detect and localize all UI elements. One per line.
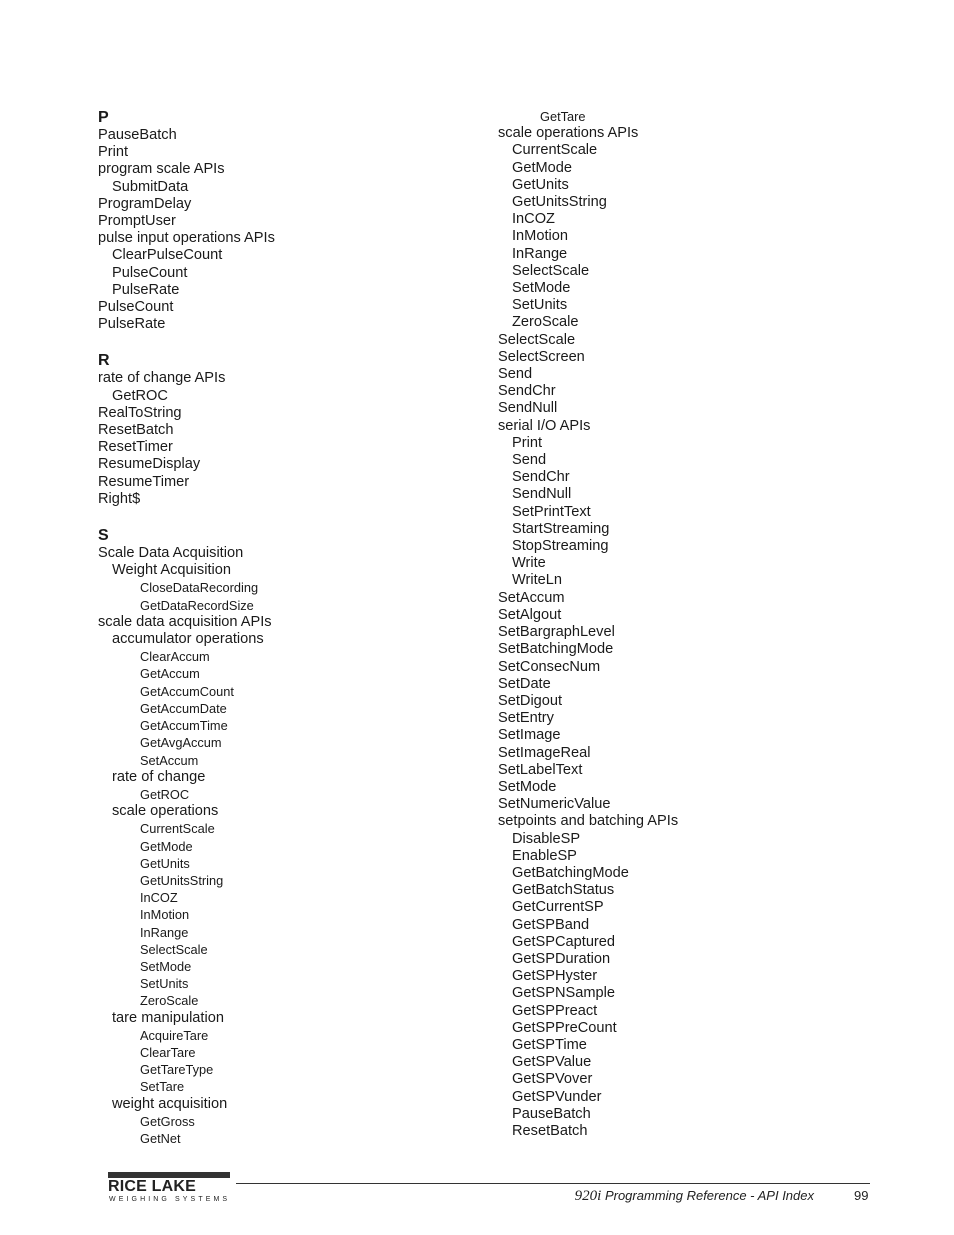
footer-model: 920i (574, 1188, 602, 1204)
index-entry-level-0: SetImage (498, 727, 561, 744)
index-entry-level-1: accumulator operations (112, 631, 264, 648)
index-entry-level-1: SetMode (512, 280, 571, 297)
index-entry-level-0: Send (498, 366, 533, 383)
index-entry-level-2: GetAccum (140, 666, 200, 682)
index-entry-level-0: SetConsecNum (498, 658, 601, 675)
index-entry-level-2: GetROC (140, 786, 190, 802)
index-entry-level-1: GetBatchingMode (512, 864, 629, 881)
index-entry-level-2: InMotion (140, 907, 190, 923)
index-entry-level-0: Scale Data Acquisition (98, 545, 244, 562)
index-entry-level-1: SendChr (512, 469, 570, 486)
index-column-right (498, 108, 898, 1140)
index-entry-level-1: GetMode (512, 159, 573, 176)
index-entry-level-1: GetSPTime (512, 1036, 587, 1053)
index-entry-level-1: GetUnits (512, 176, 569, 193)
index-entry-level-1: GetCurrentSP (512, 899, 604, 916)
index-entry-level-0: ProgramDelay (98, 195, 192, 212)
index-entry-level-1: SetUnits (512, 297, 568, 314)
index-entry-level-1: PulseRate (112, 281, 180, 298)
index-entry-level-0: PulseRate (98, 316, 166, 333)
index-entry-level-1: InMotion (512, 228, 568, 245)
logo-sub-text: WEIGHING SYSTEMS (109, 1196, 231, 1203)
index-entry-level-0: ResumeDisplay (98, 456, 201, 473)
index-entry-level-2: GetAvgAccum (140, 735, 222, 751)
section-letter: S (98, 527, 109, 545)
index-entry-level-0: rate of change APIs (98, 370, 226, 387)
index-entry-level-1: Write (512, 555, 546, 572)
rice-lake-logo (108, 1172, 232, 1206)
index-entry-level-2: GetUnitsString (140, 872, 224, 888)
index-entry-level-0: SendChr (498, 383, 556, 400)
index-entry-level-1: GetSPVover (512, 1071, 593, 1088)
index-entry-level-2: GetAccumTime (140, 718, 228, 734)
index-entry-level-1: ClearPulseCount (112, 247, 223, 264)
index-entry-level-0: SetBatchingMode (498, 641, 614, 658)
index-entry-level-2: InCOZ (140, 890, 178, 906)
index-entry-level-2: GetGross (140, 1113, 195, 1129)
index-column-left (98, 108, 498, 1147)
index-entry-level-0: SetNumericValue (498, 796, 611, 813)
index-entry-level-2: SetAccum (140, 752, 199, 768)
index-entry-level-1: SendNull (512, 486, 572, 503)
index-entry-level-0: SetMode (498, 778, 557, 795)
index-entry-level-2: GetDataRecordSize (140, 597, 254, 613)
index-entry-level-0: scale data acquisition APIs (98, 613, 272, 630)
index-entry-level-2: GetUnits (140, 855, 190, 871)
index-entry-level-1: GetSPNSample (512, 985, 616, 1002)
index-entry-level-1: GetSPPreact (512, 1002, 598, 1019)
index-entry-level-2: ZeroScale (140, 993, 199, 1009)
index-entry-level-1: StartStreaming (512, 520, 610, 537)
index-entry-level-0: PauseBatch (98, 127, 177, 143)
index-entry-level-2: CurrentScale (140, 821, 215, 837)
section-letter: R (98, 352, 110, 370)
index-entry-level-1: scale operations (112, 803, 219, 820)
index-entry-level-1: GetSPHyster (512, 968, 598, 985)
index-entry-level-0: PromptUser (98, 213, 176, 230)
index-entry-level-1: weight acquisition (112, 1095, 228, 1112)
index-entry-level-1: GetROC (112, 387, 168, 404)
index-entry-level-2: SetUnits (140, 976, 189, 992)
index-entry-level-2: SelectScale (140, 941, 208, 957)
index-entry-level-2: InRange (140, 924, 189, 940)
index-entry-level-1: WriteLn (512, 572, 563, 589)
section-letter: P (98, 109, 109, 126)
index-entry-level-1: PauseBatch (512, 1105, 591, 1122)
index-entry-level-0: ResumeTimer (98, 473, 190, 490)
index-entry-level-1: ZeroScale (512, 314, 579, 331)
index-entry-level-1: GetSPBand (512, 916, 590, 933)
footer-title (575, 1188, 814, 1205)
index-entry-level-0: setpoints and batching APIs (498, 813, 679, 830)
index-entry-level-1: GetSPVunder (512, 1088, 602, 1105)
index-entry-level-1: SetPrintText (512, 503, 591, 520)
index-entry-level-0: ResetTimer (98, 439, 173, 456)
index-entry-level-2: ClearAccum (140, 649, 210, 665)
index-entry-level-2: SetTare (140, 1079, 185, 1095)
index-entry-level-1: GetSPDuration (512, 950, 611, 967)
index-entry-level-1: DisableSP (512, 830, 581, 847)
index-entry-level-0: Print (98, 144, 129, 161)
index-entry-level-1: GetSPCaptured (512, 933, 616, 950)
index-entry-level-1: StopStreaming (512, 538, 609, 555)
page-number: 99 (854, 1188, 869, 1203)
index-entry-level-0: scale operations APIs (498, 125, 639, 142)
footer-rule (236, 1183, 870, 1184)
index-entry-level-0: RealToString (98, 404, 182, 421)
index-entry-level-1: EnableSP (512, 847, 577, 864)
index-entry-level-2: SetMode (140, 958, 192, 974)
index-entry-level-1: GetUnitsString (512, 194, 607, 211)
index-entry-level-0: PulseCount (98, 299, 174, 316)
index-entry-level-1: Print (512, 434, 543, 451)
index-entry-level-2: ClearTare (140, 1044, 196, 1060)
index-entry-level-2: GetAccumDate (140, 700, 227, 716)
index-entry-level-1: CurrentScale (512, 142, 598, 159)
index-entry-level-2: GetTare (540, 109, 586, 124)
index-entry-level-0: SetAlgout (498, 606, 562, 623)
index-entry-level-2: GetAccumCount (140, 683, 234, 699)
index-entry-level-0: serial I/O APIs (498, 417, 591, 434)
index-entry-level-2: CloseDataRecording (140, 580, 259, 596)
index-entry-level-0: SetBargraphLevel (498, 624, 615, 641)
logo-main-text: RICE LAKE (108, 1178, 197, 1195)
index-entry-level-1: rate of change (112, 768, 206, 785)
index-entry-level-0: SelectScreen (498, 348, 585, 365)
index-entry-level-0: SetImageReal (498, 744, 591, 761)
index-entry-level-0: ResetBatch (98, 422, 174, 439)
index-entry-level-1: GetBatchStatus (512, 882, 615, 899)
index-entry-level-1: Send (512, 452, 547, 469)
index-entry-level-1: SubmitData (112, 178, 189, 195)
index-entry-level-2: AcquireTare (140, 1027, 209, 1043)
footer-title-text: Programming Reference - API Index (601, 1188, 814, 1203)
index-entry-level-0: pulse input operations APIs (98, 230, 275, 247)
index-entry-level-0: SendNull (498, 400, 558, 417)
index-entry-level-0: SetDigout (498, 692, 563, 709)
index-entry-level-0: SetLabelText (498, 761, 583, 778)
index-entry-level-1: Weight Acquisition (112, 562, 231, 579)
index-entry-level-1: GetSPPreCount (512, 1019, 617, 1036)
index-entry-level-2: GetTareType (140, 1062, 214, 1078)
index-entry-level-0: SelectScale (498, 331, 576, 348)
index-entry-level-1: SelectScale (512, 262, 590, 279)
index-entry-level-0: SetAccum (498, 589, 565, 606)
index-entry-level-1: InRange (512, 245, 568, 262)
index-entry-level-1: PulseCount (112, 264, 188, 281)
index-entry-level-0: SetEntry (498, 710, 554, 727)
index-entry-level-1: InCOZ (512, 211, 555, 228)
index-entry-level-1: GetSPValue (512, 1054, 592, 1071)
index-entry-level-0: SetDate (498, 675, 551, 692)
index-entry-level-1: ResetBatch (512, 1122, 588, 1139)
index-entry-level-0: Right$ (98, 490, 141, 507)
index-entry-level-0: program scale APIs (98, 161, 225, 178)
index-entry-level-2: GetNet (140, 1130, 181, 1146)
index-entry-level-1: tare manipulation (112, 1009, 224, 1026)
index-entry-level-2: GetMode (140, 838, 193, 854)
